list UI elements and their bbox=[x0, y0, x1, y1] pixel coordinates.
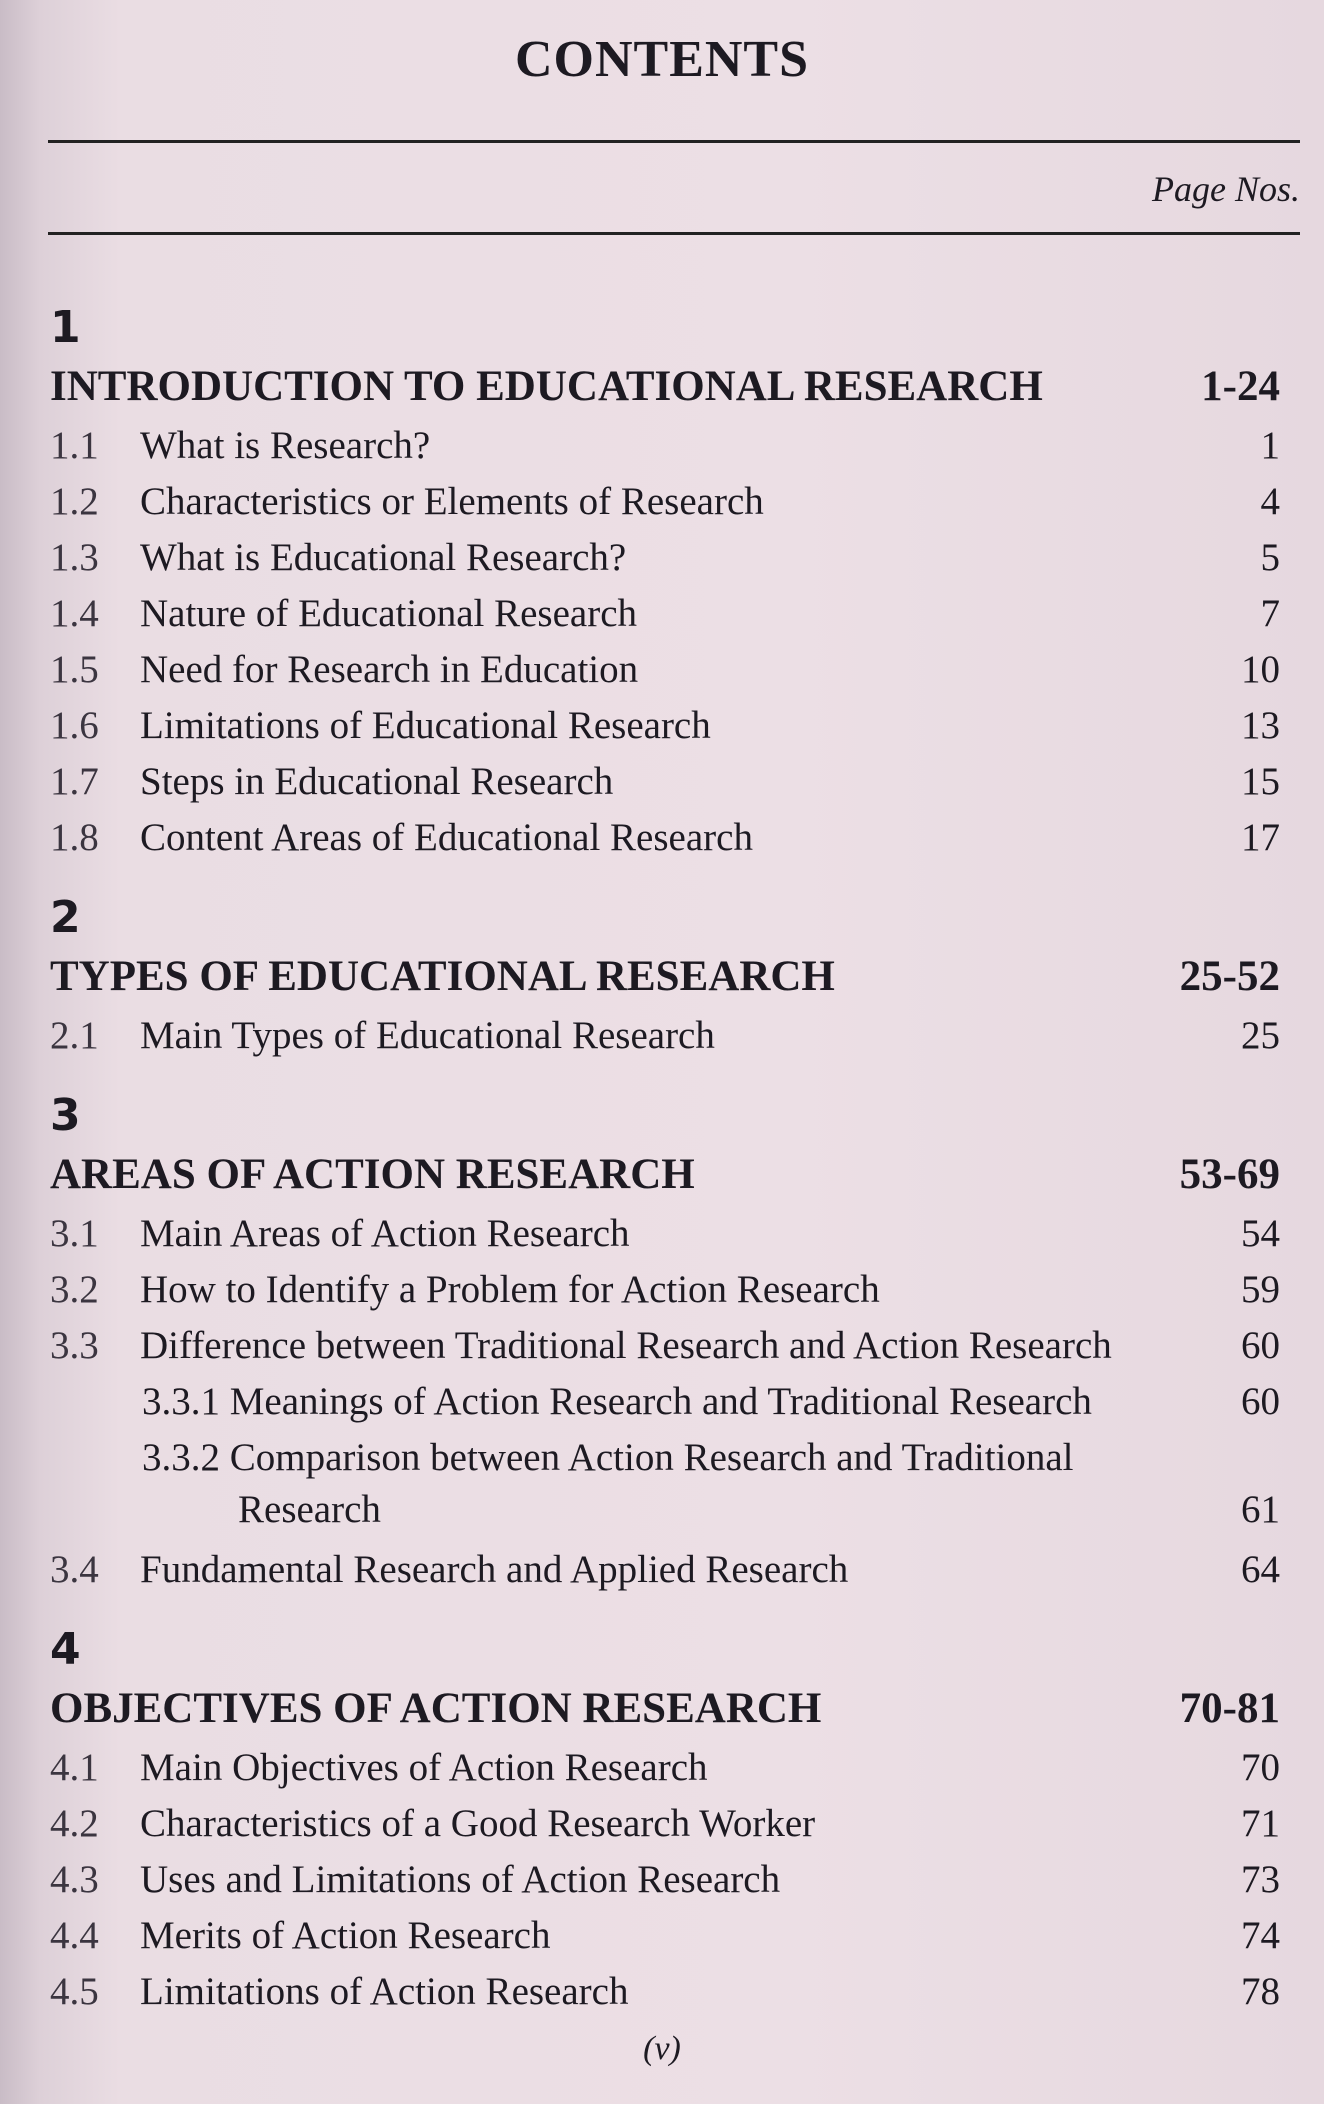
entry-number: 1.8 bbox=[50, 816, 99, 859]
entry-page: 71 bbox=[1241, 1802, 1280, 1845]
top-rule bbox=[48, 140, 1300, 143]
entry-number: 3.1 bbox=[50, 1212, 99, 1255]
entry-title: Content Areas of Educational Research bbox=[140, 816, 753, 859]
toc-entry bbox=[0, 698, 1324, 754]
entry-number: 4.2 bbox=[50, 1802, 99, 1845]
toc-entry bbox=[0, 1206, 1324, 1262]
entry-page: 15 bbox=[1241, 760, 1280, 803]
toc-entry bbox=[0, 642, 1324, 698]
toc-entry bbox=[0, 1852, 1324, 1908]
entry-number: 1.1 bbox=[50, 424, 99, 467]
entry-title: Main Areas of Action Research bbox=[140, 1212, 630, 1255]
chapter-number: 4 bbox=[50, 1624, 81, 1675]
spacer bbox=[0, 1064, 1324, 1088]
entry-number: 3.4 bbox=[50, 1548, 99, 1591]
entry-title: Main Objectives of Action Research bbox=[140, 1746, 708, 1789]
chapter-pages: 53-69 bbox=[1179, 1151, 1280, 1198]
entry-page: 73 bbox=[1241, 1858, 1280, 1901]
entry-page: 13 bbox=[1241, 704, 1280, 747]
entry-number: 3.3 bbox=[50, 1324, 99, 1367]
chapter-2 bbox=[0, 890, 1324, 1064]
chapter-title: TYPES OF EDUCATIONAL RESEARCH bbox=[50, 953, 835, 1000]
entry-page: 7 bbox=[1260, 592, 1280, 635]
spacer bbox=[0, 866, 1324, 890]
toc-subentry bbox=[0, 1430, 1324, 1542]
toc-entry bbox=[0, 418, 1324, 474]
toc-entry bbox=[0, 474, 1324, 530]
chapter-1 bbox=[0, 300, 1324, 866]
chapter-3 bbox=[0, 1088, 1324, 1598]
entry-page: 1 bbox=[1260, 424, 1280, 467]
entry-page: 17 bbox=[1241, 816, 1280, 859]
spacer bbox=[0, 1598, 1324, 1622]
chapter-pages: 25-52 bbox=[1179, 953, 1280, 1000]
entry-title: Limitations of Educational Research bbox=[140, 704, 711, 747]
entry-title-continued: Research bbox=[238, 1488, 381, 1531]
entry-number: 1.3 bbox=[50, 536, 99, 579]
entry-page: 4 bbox=[1260, 480, 1280, 523]
page-title: CONTENTS bbox=[514, 31, 810, 88]
entry-page: 5 bbox=[1260, 536, 1280, 579]
chapter-heading bbox=[0, 356, 1324, 418]
toc-entry bbox=[0, 1740, 1324, 1796]
entry-page: 54 bbox=[1241, 1212, 1280, 1255]
toc-entry bbox=[0, 1262, 1324, 1318]
entry-title: Steps in Educational Research bbox=[140, 760, 614, 803]
entry-page: 60 bbox=[1241, 1380, 1280, 1423]
toc-entry bbox=[0, 1796, 1324, 1852]
chapter-pages: 1-24 bbox=[1201, 363, 1280, 410]
chapter-number: 3 bbox=[50, 1090, 81, 1141]
entry-page: 64 bbox=[1241, 1548, 1280, 1591]
page-number-footer: (v) bbox=[643, 2030, 681, 2067]
entry-title: How to Identify a Problem for Action Research bbox=[140, 1268, 880, 1311]
entry-number: 1.4 bbox=[50, 592, 99, 635]
chapter-title: INTRODUCTION TO EDUCATIONAL RESEARCH bbox=[50, 363, 1043, 410]
chapter-heading bbox=[0, 1144, 1324, 1206]
chapter-heading bbox=[0, 1678, 1324, 1740]
entry-title: Merits of Action Research bbox=[140, 1914, 551, 1957]
entry-title: Nature of Educational Research bbox=[140, 592, 638, 635]
entry-title: Need for Research in Education bbox=[140, 648, 639, 691]
toc-entry bbox=[0, 1908, 1324, 1964]
entry-title: Uses and Limitations of Action Research bbox=[140, 1858, 781, 1901]
entry-number: 1.7 bbox=[50, 760, 99, 803]
header-rule bbox=[48, 232, 1300, 235]
entry-number: 1.2 bbox=[50, 480, 99, 523]
entry-number: 4.4 bbox=[50, 1914, 99, 1957]
entry-page: 25 bbox=[1241, 1014, 1280, 1057]
toc-entry bbox=[0, 530, 1324, 586]
toc-entry bbox=[0, 586, 1324, 642]
entry-number: 4.3 bbox=[50, 1858, 99, 1901]
entry-title: 3.3.1 Meanings of Action Research and Traditional Research bbox=[142, 1380, 1092, 1423]
chapter-number: 1 bbox=[50, 302, 81, 353]
entry-number: 1.5 bbox=[50, 648, 99, 691]
entry-number: 4.5 bbox=[50, 1970, 99, 2013]
entry-title: Characteristics or Elements of Research bbox=[140, 480, 764, 523]
entry-title: Difference between Traditional Research and Action Research bbox=[140, 1324, 1112, 1367]
entry-page: 61 bbox=[1241, 1488, 1280, 1531]
entry-title: What is Educational Research? bbox=[140, 536, 627, 579]
entry-title-block bbox=[142, 1432, 1222, 1536]
chapter-title: OBJECTIVES OF ACTION RESEARCH bbox=[50, 1685, 822, 1732]
entry-page: 78 bbox=[1241, 1970, 1280, 2013]
entry-number: 3.2 bbox=[50, 1268, 99, 1311]
entry-page: 74 bbox=[1241, 1914, 1280, 1957]
entry-title: What is Research? bbox=[140, 424, 431, 467]
toc-entry bbox=[0, 1964, 1324, 2020]
toc-entry bbox=[0, 754, 1324, 810]
entry-title: 3.3.2 Comparison between Action Research and Traditional bbox=[142, 1436, 1074, 1479]
chapter-number: 2 bbox=[50, 892, 81, 943]
chapter-heading bbox=[0, 946, 1324, 1008]
toc-entry bbox=[0, 1008, 1324, 1064]
entry-title: Main Types of Educational Research bbox=[140, 1014, 715, 1057]
entry-page: 10 bbox=[1241, 648, 1280, 691]
toc-entry bbox=[0, 1542, 1324, 1598]
entry-number: 4.1 bbox=[50, 1746, 99, 1789]
entry-title: Fundamental Research and Applied Research bbox=[140, 1548, 849, 1591]
table-of-contents bbox=[0, 300, 1324, 2020]
chapter-title: AREAS OF ACTION RESEARCH bbox=[50, 1151, 695, 1198]
entry-number: 2.1 bbox=[50, 1014, 99, 1057]
entry-page: 59 bbox=[1241, 1268, 1280, 1311]
entry-page: 60 bbox=[1241, 1324, 1280, 1367]
toc-entry bbox=[0, 810, 1324, 866]
entry-number: 1.6 bbox=[50, 704, 99, 747]
entry-title: Characteristics of a Good Research Worker bbox=[140, 1802, 816, 1845]
page-nos-label: Page Nos. bbox=[1152, 169, 1300, 209]
toc-subentry bbox=[0, 1374, 1324, 1430]
toc-entry bbox=[0, 1318, 1324, 1374]
chapter-4 bbox=[0, 1622, 1324, 2020]
entry-title: Limitations of Action Research bbox=[140, 1970, 629, 2013]
entry-page: 70 bbox=[1241, 1746, 1280, 1789]
chapter-pages: 70-81 bbox=[1179, 1685, 1280, 1732]
